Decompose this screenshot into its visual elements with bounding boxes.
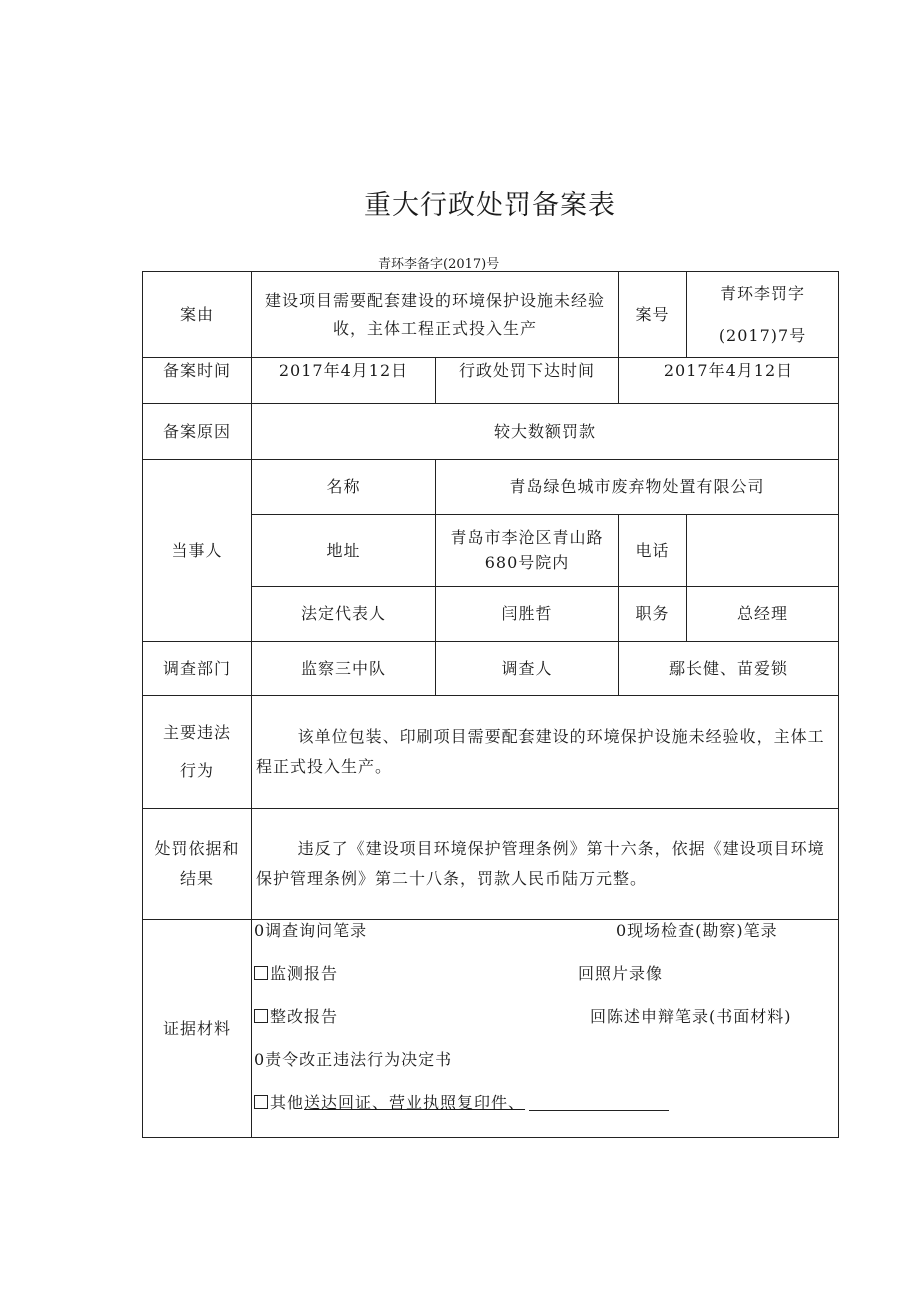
row-filing-reason [143, 404, 839, 460]
party-name-value: 青岛绿色城市废弃物处置有限公司 [436, 460, 839, 515]
row-violation [143, 696, 839, 809]
page-title: 重大行政处罚备案表 [364, 190, 616, 221]
evidence-item-survey-record: 0调查询问笔录 [254, 921, 368, 940]
penalty-label-line1: 处罚依据和 [154, 838, 240, 858]
document-number: 青环李备字(2017)号 [378, 257, 500, 272]
row-investigation [143, 642, 839, 696]
filing-form-table [142, 271, 839, 1138]
investigation-person-label: 调查人 [436, 642, 619, 696]
row-party-name [143, 460, 839, 515]
penalty-label-line2: 结果 [179, 869, 214, 888]
evidence-item-site-inspection: 0现场检查(勘察)笔录 [616, 921, 778, 940]
checkbox-icon [254, 1009, 268, 1023]
evidence-item-rectification [254, 1006, 338, 1028]
case-no-value [687, 272, 839, 358]
checkbox-icon [254, 1095, 268, 1109]
violation-label [143, 696, 252, 809]
evidence-row-4 [252, 1049, 838, 1092]
evidence-row-2 [252, 963, 838, 1006]
filing-time-label: 备案时间 [143, 358, 252, 404]
case-reason-value: 建设项目需要配套建设的环境保护设施未经验收，主体工程正式投入生产 [252, 272, 619, 358]
evidence-item-other [254, 1092, 669, 1114]
party-name-label: 名称 [252, 460, 436, 515]
evidence-item-monitoring [254, 963, 338, 985]
party-address-value: 青岛市李沧区青山路680号院内 [436, 515, 619, 587]
party-rep-value: 闫胜哲 [436, 587, 619, 642]
case-no-line2: (2017)7号 [718, 325, 807, 345]
evidence-row-5 [252, 1092, 838, 1135]
party-address-label: 地址 [252, 515, 436, 587]
case-no-label: 案号 [619, 272, 687, 358]
case-no-line1: 青环李罚字 [720, 283, 806, 303]
investigation-person-value: 鄢长健、苗爱锁 [619, 642, 839, 696]
filing-reason-value: 较大数额罚款 [252, 404, 839, 460]
party-position-value: 总经理 [687, 587, 839, 642]
penalty-text: 违反了《建设项目环境保护管理条例》第十六条，依据《建设项目环境保护管理条例》第二十八条，罚款人民币陆万元整。 [252, 809, 839, 920]
evidence-label: 证据材料 [143, 920, 252, 1138]
evidence-other-value: 送达回证、营业执照复印件、 [304, 1093, 526, 1112]
party-position-label: 职务 [619, 587, 687, 642]
filing-time-value: 2017年4月12日 [252, 358, 436, 404]
evidence-other-prefix: 其他 [270, 1093, 305, 1112]
checkbox-icon [254, 966, 268, 980]
party-phone-label: 电话 [619, 515, 687, 587]
party-rep-label: 法定代表人 [252, 587, 436, 642]
violation-label-line2: 行为 [179, 761, 214, 780]
evidence-row-3 [252, 1006, 838, 1049]
violation-label-line1: 主要违法 [162, 722, 231, 742]
filing-reason-label: 备案原因 [143, 404, 252, 460]
row-penalty [143, 809, 839, 920]
evidence-row-1 [252, 920, 838, 963]
investigation-dept-label: 调查部门 [143, 642, 252, 696]
investigation-dept-value: 监察三中队 [252, 642, 436, 696]
evidence-item-statement-record: 回陈述申辩笔录(书面材料) [590, 1007, 792, 1026]
party-label: 当事人 [143, 460, 252, 642]
evidence-item-monitoring-label: 监测报告 [270, 964, 339, 983]
violation-text: 该单位包装、印刷项目需要配套建设的环境保护设施未经验收，主体工程正式投入生产。 [252, 696, 839, 809]
evidence-item-rectification-label: 整改报告 [270, 1007, 339, 1026]
issue-time-label: 行政处罚下达时间 [436, 358, 619, 404]
evidence-item-photo-video: 回照片录像 [578, 964, 664, 983]
issue-time-value: 2017年4月12日 [619, 358, 839, 404]
row-evidence [143, 920, 839, 1138]
row-case-reason [143, 272, 839, 358]
evidence-other-blank [529, 1110, 669, 1111]
penalty-label [143, 809, 252, 920]
evidence-item-correction-order: 0责令改正违法行为决定书 [254, 1050, 453, 1069]
evidence-list [252, 920, 839, 1138]
row-filing-time [143, 358, 839, 404]
case-reason-label: 案由 [143, 272, 252, 358]
party-phone-value [687, 515, 839, 587]
